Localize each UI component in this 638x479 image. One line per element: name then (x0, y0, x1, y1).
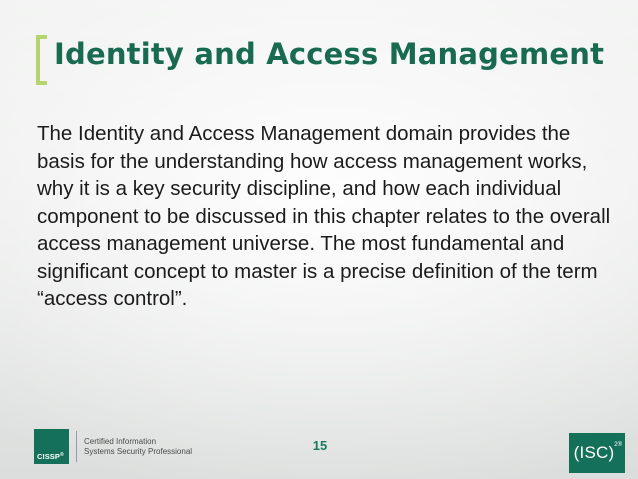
cissp-logo-registered: ® (60, 452, 64, 458)
cissp-logo-block (34, 429, 69, 464)
cissp-caption-line1: Certified Information (84, 436, 157, 446)
left-bracket-icon (36, 35, 47, 85)
cissp-caption-line2: Systems Security Professional (84, 446, 193, 456)
page-number: 15 (312, 438, 328, 453)
cissp-logo (34, 429, 192, 464)
cissp-logo-label (37, 452, 64, 461)
cissp-logo-caption (84, 429, 192, 464)
isc2-logo-superscript: 2® (614, 442, 622, 448)
isc2-logo (569, 433, 625, 473)
slide-title: Identity and Access Management (54, 37, 605, 71)
slide-body-text: The Identity and Access Management domain provides the basis for the understanding how access management works, why it is a key security discipline, and how each individual component to be discussed in this chapter relates to the overall access management universe. The most fundamental and significant concept to master is a precise definition of the term “access control”. (37, 122, 611, 310)
isc2-logo-text: (ISC) (573, 443, 615, 462)
logo-divider (76, 431, 77, 462)
cissp-logo-label-text: CISSP (37, 452, 61, 461)
